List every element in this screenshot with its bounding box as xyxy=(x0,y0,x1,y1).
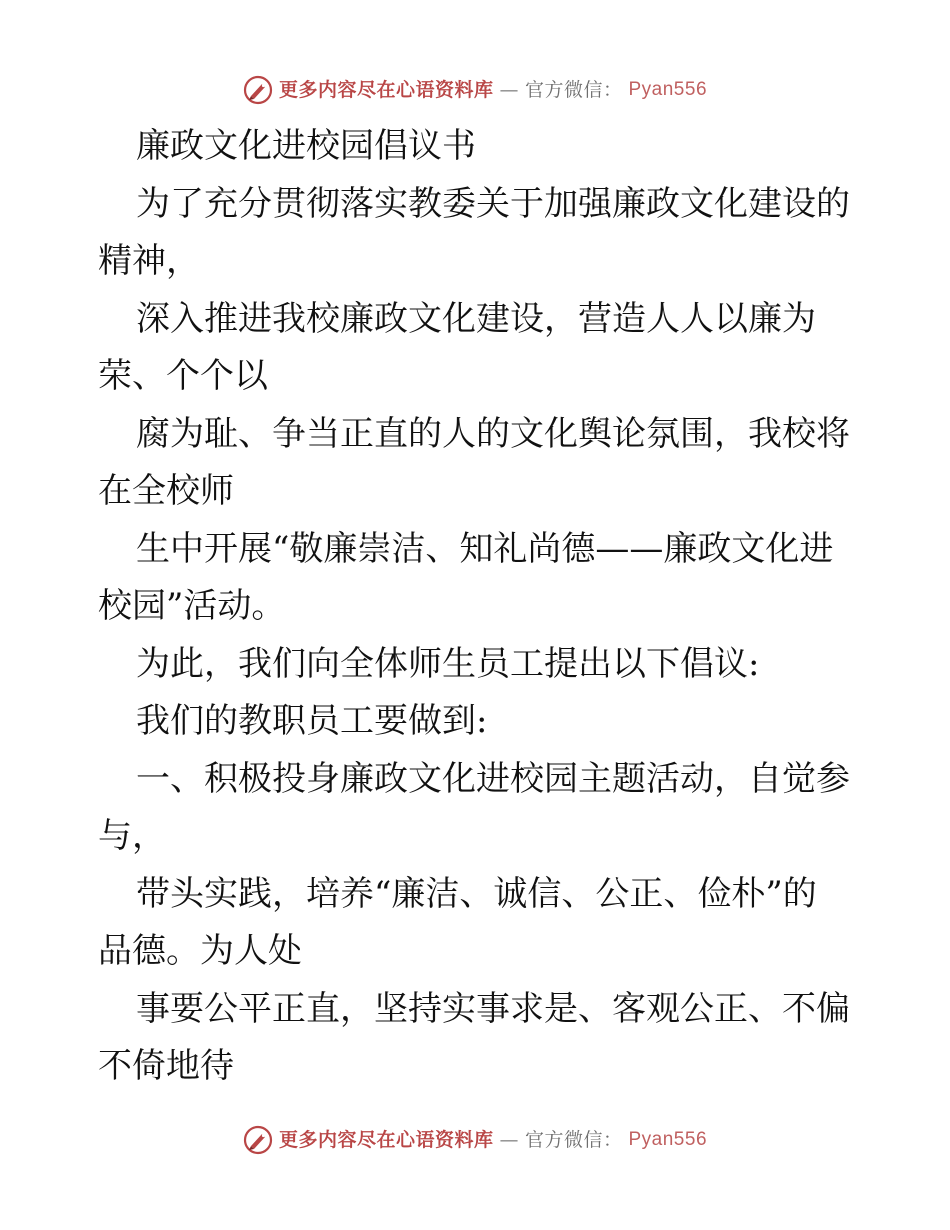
paragraph-line: 事要公平正直，坚持实事求是、客观公正、不偏 xyxy=(136,988,850,1029)
banner-dash: — xyxy=(499,1129,519,1151)
pen-logo-icon xyxy=(243,75,273,105)
paragraph-line: 为此，我们向全体师生员工提出以下倡议: xyxy=(136,643,760,684)
paragraph-line: 生中开展“敬廉崇洁、知礼尚德——廉政文化进 xyxy=(136,528,834,569)
banner-wechat-label: 官方微信： xyxy=(524,79,623,101)
pen-logo-icon xyxy=(243,1125,273,1155)
paragraph-line: 校园”活动。 xyxy=(98,586,286,626)
banner-wechat-id: Pyan556 xyxy=(628,1129,708,1150)
paragraph-line: 一、积极投身廉政文化进校园主题活动，自觉参 xyxy=(136,758,850,799)
paragraph-line: 带头实践，培养“廉洁、诚信、公正、俭朴”的 xyxy=(136,873,817,914)
header-banner xyxy=(0,74,950,106)
banner-wechat-label: 官方微信： xyxy=(524,1129,623,1151)
paragraph-line: 为了充分贯彻落实教委关于加强廉政文化建设的 xyxy=(136,183,850,224)
paragraph-line: 荣、个个以 xyxy=(98,356,268,396)
paragraph-line: 深入推进我校廉政文化建设，营造人人以廉为 xyxy=(136,298,816,339)
paragraph-line: 不倚地待 xyxy=(98,1046,234,1086)
banner-wechat-id: Pyan556 xyxy=(628,79,708,100)
paragraph-line: 品德。为人处 xyxy=(98,931,302,971)
footer-banner xyxy=(0,1124,950,1156)
paragraph-line: 在全校师 xyxy=(98,471,234,511)
paragraph-line: 我们的教职员工要做到: xyxy=(136,701,488,741)
paragraph-line: 与， xyxy=(98,816,166,856)
paragraph-line: 腐为耻、争当正直的人的文化舆论氛围，我校将 xyxy=(136,413,850,454)
banner-site-name: 更多内容尽在心语资料库 xyxy=(278,1129,494,1151)
document-body xyxy=(98,118,858,1096)
banner-site-name: 更多内容尽在心语资料库 xyxy=(278,79,494,101)
paragraph-line: 精神， xyxy=(98,241,200,281)
banner-dash: — xyxy=(499,79,519,101)
document-title: 廉政文化进校园倡议书 xyxy=(136,126,476,166)
